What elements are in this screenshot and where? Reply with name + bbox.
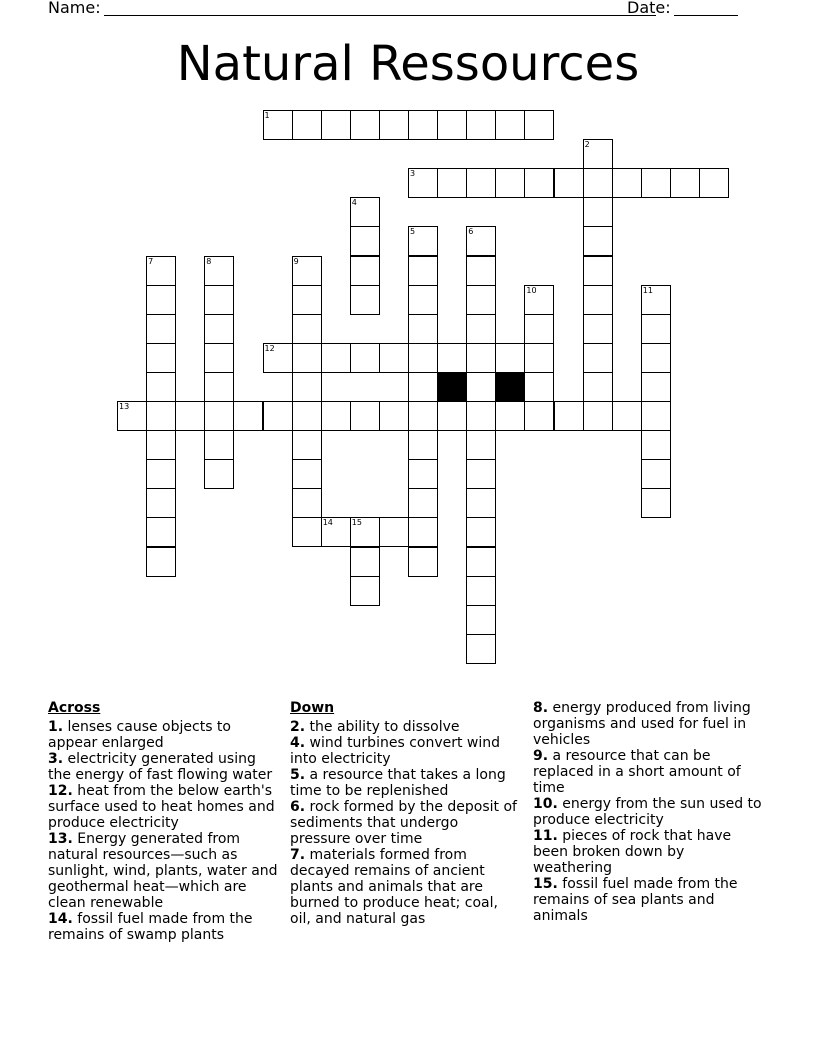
grid-cell[interactable] <box>408 401 438 431</box>
grid-cell[interactable] <box>554 401 584 431</box>
grid-cell[interactable] <box>437 343 467 373</box>
grid-cell[interactable] <box>146 430 176 460</box>
clue-text: pieces of rock that have been broken down by weathering <box>533 828 732 876</box>
clue-number: 9. <box>533 748 549 764</box>
clue-text: fossil fuel made from the remains of sea plants and animals <box>533 876 738 924</box>
cell-number: 14 <box>322 518 333 528</box>
grid-cell[interactable] <box>524 401 554 431</box>
across-clues <box>48 700 280 943</box>
clue-number: 8. <box>533 700 549 716</box>
grid-cell[interactable] <box>408 547 438 577</box>
grid-cell[interactable] <box>524 343 554 373</box>
clue-text: fossil fuel made from the remains of swamp plants <box>48 911 253 943</box>
grid-cell[interactable] <box>350 285 380 315</box>
clue-text: lenses cause objects to appear enlarged <box>48 719 231 751</box>
grid-cell[interactable] <box>408 459 438 489</box>
cell-number: 13 <box>119 402 130 411</box>
page-title: Natural Ressources <box>176 36 640 92</box>
grid-cell[interactable] <box>408 168 438 198</box>
clue-number: 6. <box>290 799 306 815</box>
grid-cell[interactable] <box>292 110 322 140</box>
grid-cell[interactable] <box>321 343 351 373</box>
grid-cell[interactable] <box>583 226 613 256</box>
grid-cell[interactable] <box>146 459 176 489</box>
grid-cell[interactable] <box>321 517 351 547</box>
clue-item <box>533 876 765 924</box>
clue-text: electricity generated using the energy of fast flowing water <box>48 751 273 783</box>
clue-text: a resource that can be replaced in a short amount of time <box>533 748 741 796</box>
grid-cell[interactable] <box>204 285 234 315</box>
clue-item <box>290 847 522 927</box>
grid-cell[interactable] <box>641 372 671 402</box>
clue-number: 11. <box>533 828 558 844</box>
grid-cell[interactable] <box>641 168 671 198</box>
grid-cell[interactable] <box>263 343 293 373</box>
grid-cell[interactable] <box>292 343 322 373</box>
down-clues <box>290 700 522 927</box>
grid-cell[interactable] <box>466 110 496 140</box>
grid-cell[interactable] <box>466 256 496 286</box>
grid-cell[interactable] <box>583 314 613 344</box>
clue-number: 5. <box>290 767 306 783</box>
grid-cell[interactable] <box>350 226 380 256</box>
down-clues-continued <box>533 700 765 924</box>
clue-item <box>290 735 522 767</box>
grid-cell[interactable] <box>379 110 409 140</box>
grid-cell[interactable] <box>583 343 613 373</box>
grid-cell[interactable] <box>204 343 234 373</box>
blocked-cell <box>437 372 467 402</box>
grid-cell[interactable] <box>263 110 293 140</box>
cell-number: 8 <box>206 256 212 266</box>
grid-cell[interactable] <box>612 168 642 198</box>
down-heading: Down <box>290 700 335 716</box>
clue-item <box>533 828 765 876</box>
grid-cell[interactable] <box>495 343 525 373</box>
clue-item <box>533 748 765 796</box>
grid-cell[interactable] <box>350 517 380 547</box>
grid-cell[interactable] <box>408 430 438 460</box>
grid-cell[interactable] <box>466 401 496 431</box>
grid-cell[interactable] <box>524 285 554 315</box>
grid-cell[interactable] <box>408 372 438 402</box>
clue-item <box>533 796 765 828</box>
grid-cell[interactable] <box>146 488 176 518</box>
grid-cell[interactable] <box>292 430 322 460</box>
grid-cell[interactable] <box>379 401 409 431</box>
clue-item <box>48 719 280 751</box>
clue-number: 15. <box>533 876 558 892</box>
grid-cell[interactable] <box>408 343 438 373</box>
grid-cell[interactable] <box>641 401 671 431</box>
grid-cell[interactable] <box>263 401 293 431</box>
grid-cell[interactable] <box>292 459 322 489</box>
grid-cell[interactable] <box>292 256 322 286</box>
grid-cell[interactable] <box>350 110 380 140</box>
grid-cell[interactable] <box>583 256 613 286</box>
grid-cell[interactable] <box>641 343 671 373</box>
grid-cell[interactable] <box>554 168 584 198</box>
clue-text: rock formed by the deposit of sediments that undergo pressure over time <box>290 799 517 847</box>
clue-item <box>290 799 522 847</box>
grid-cell[interactable] <box>408 285 438 315</box>
grid-cell[interactable] <box>408 110 438 140</box>
clue-text: energy from the sun used to produce electricity <box>533 796 762 828</box>
grid-cell[interactable] <box>350 343 380 373</box>
cell-number: 12 <box>264 343 275 353</box>
grid-cell[interactable] <box>583 139 613 169</box>
grid-cell[interactable] <box>204 459 234 489</box>
grid-cell[interactable] <box>408 488 438 518</box>
cell-number: 11 <box>642 285 653 295</box>
date-label: Date: <box>627 0 671 17</box>
grid-cell[interactable] <box>466 314 496 344</box>
grid-cell[interactable] <box>146 256 176 286</box>
across-list <box>48 719 280 943</box>
grid-cell[interactable] <box>321 401 351 431</box>
grid-cell[interactable] <box>437 401 467 431</box>
clue-text: the ability to dissolve <box>305 719 460 735</box>
grid-cell[interactable] <box>204 430 234 460</box>
clue-number: 14. <box>48 911 73 927</box>
grid-cell[interactable] <box>292 401 322 431</box>
cell-number: 9 <box>293 256 299 266</box>
grid-cell[interactable] <box>524 110 554 140</box>
cell-number: 1 <box>264 111 270 120</box>
clue-text: materials formed from decayed remains of ancient plants and animals that are burned to produce heat; coal, oil, and natural gas <box>290 847 498 927</box>
clue-item <box>533 700 765 748</box>
clue-item <box>48 831 280 911</box>
cell-number: 7 <box>148 256 154 266</box>
grid-cell[interactable] <box>670 168 700 198</box>
grid-cell[interactable] <box>350 197 380 227</box>
grid-cell[interactable] <box>350 547 380 577</box>
grid-cell[interactable] <box>292 314 322 344</box>
grid-cell[interactable] <box>292 285 322 315</box>
grid-cell[interactable] <box>204 401 234 431</box>
grid-cell[interactable] <box>466 576 496 606</box>
grid-cell[interactable] <box>699 168 729 198</box>
grid-cell[interactable] <box>466 459 496 489</box>
grid-cell[interactable] <box>408 314 438 344</box>
grid-cell[interactable] <box>466 372 496 402</box>
grid-cell[interactable] <box>466 430 496 460</box>
grid-cell[interactable] <box>583 372 613 402</box>
cell-number: 4 <box>351 198 357 208</box>
cell-number: 15 <box>351 518 362 528</box>
name-label: Name: <box>48 0 101 17</box>
grid-cell[interactable] <box>350 576 380 606</box>
grid-cell[interactable] <box>641 430 671 460</box>
grid-cell[interactable] <box>641 488 671 518</box>
clue-number: 10. <box>533 796 558 812</box>
grid-cell[interactable] <box>466 488 496 518</box>
grid-cell[interactable] <box>292 372 322 402</box>
clue-item <box>48 783 280 831</box>
cell-number: 10 <box>526 285 537 295</box>
cell-number: 6 <box>468 227 474 237</box>
grid-cell[interactable] <box>146 285 176 315</box>
clue-number: 3. <box>48 751 64 767</box>
grid-cell[interactable] <box>146 517 176 547</box>
grid-cell[interactable] <box>524 314 554 344</box>
grid-cell[interactable] <box>437 168 467 198</box>
grid-cell[interactable] <box>175 401 205 431</box>
grid-cell[interactable] <box>146 372 176 402</box>
grid-cell[interactable] <box>350 256 380 286</box>
clue-item <box>48 751 280 783</box>
clue-item <box>290 767 522 799</box>
down-list-continued <box>533 700 765 924</box>
grid-cell[interactable] <box>524 372 554 402</box>
grid-cell[interactable] <box>321 110 351 140</box>
grid-cell[interactable] <box>292 488 322 518</box>
grid-cell[interactable] <box>204 372 234 402</box>
clue-number: 7. <box>290 847 306 863</box>
clue-number: 12. <box>48 783 73 799</box>
grid-cell[interactable] <box>583 401 613 431</box>
clue-number: 4. <box>290 735 306 751</box>
grid-cell[interactable] <box>379 343 409 373</box>
grid-cell[interactable] <box>641 285 671 315</box>
grid-cell[interactable] <box>350 401 380 431</box>
grid-cell[interactable] <box>583 285 613 315</box>
grid-cell[interactable] <box>641 459 671 489</box>
grid-cell[interactable] <box>466 547 496 577</box>
grid-cell[interactable] <box>495 401 525 431</box>
clue-text: wind turbines convert wind into electricity <box>290 735 501 767</box>
down-list <box>290 719 522 927</box>
grid-cell[interactable] <box>612 401 642 431</box>
cell-number: 5 <box>410 227 416 237</box>
grid-cell[interactable] <box>146 547 176 577</box>
grid-cell[interactable] <box>204 256 234 286</box>
across-heading: Across <box>48 700 101 716</box>
grid-cell[interactable] <box>233 401 263 431</box>
grid-cell[interactable] <box>408 517 438 547</box>
clue-text: a resource that takes a long time to be replenished <box>290 767 506 799</box>
grid-cell[interactable] <box>204 314 234 344</box>
grid-cell[interactable] <box>583 168 613 198</box>
clue-number: 1. <box>48 719 64 735</box>
grid-cell[interactable] <box>146 314 176 344</box>
clue-item <box>48 911 280 943</box>
grid-cell[interactable] <box>437 110 467 140</box>
clue-number: 13. <box>48 831 73 847</box>
clue-text: energy produced from living organisms and used for fuel in vehicles <box>533 700 751 748</box>
grid-cell[interactable] <box>466 605 496 635</box>
grid-cell[interactable] <box>583 197 613 227</box>
grid-cell[interactable] <box>408 256 438 286</box>
grid-cell[interactable] <box>379 517 409 547</box>
grid-cell[interactable] <box>495 110 525 140</box>
grid-cell[interactable] <box>146 343 176 373</box>
clue-item <box>290 719 522 735</box>
grid-cell[interactable] <box>466 517 496 547</box>
grid-cell[interactable] <box>524 168 554 198</box>
grid-cell[interactable] <box>466 226 496 256</box>
grid-cell[interactable] <box>117 401 147 431</box>
clue-number: 2. <box>290 719 306 735</box>
grid-cell[interactable] <box>641 314 671 344</box>
grid-cell[interactable] <box>408 226 438 256</box>
clue-text: Energy generated from natural resources—such as sunlight, wind, plants, water and geothermal heat—which are clean renewable <box>48 831 278 911</box>
grid-cell[interactable] <box>466 285 496 315</box>
grid-cell[interactable] <box>466 634 496 664</box>
grid-cell[interactable] <box>495 168 525 198</box>
clue-text: heat from the below earth's surface used to heat homes and produce electricity <box>48 783 275 831</box>
grid-cell[interactable] <box>466 168 496 198</box>
cell-number: 3 <box>410 169 416 179</box>
grid-cell[interactable] <box>146 401 176 431</box>
grid-cell[interactable] <box>466 343 496 373</box>
cell-number: 2 <box>584 140 590 150</box>
grid-cell[interactable] <box>292 517 322 547</box>
blocked-cell <box>495 372 525 402</box>
